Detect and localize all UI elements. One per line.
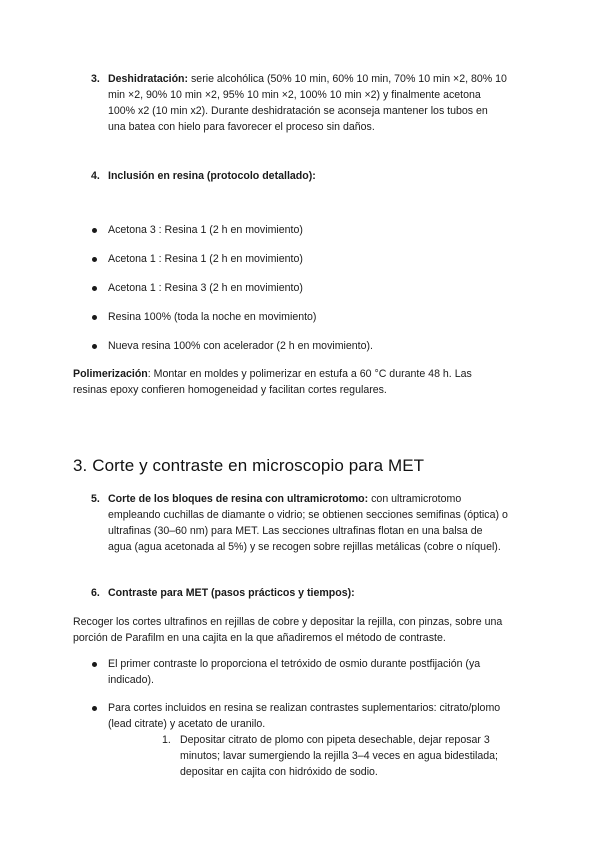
step-label: Corte de los bloques de resina con ultramicrotomo: xyxy=(108,493,369,505)
step-number: 6. xyxy=(91,587,100,599)
step-label: Inclusión en resina (protocolo detallado): xyxy=(108,170,316,182)
step-text-line: empleando cuchillas de diamante o vidrio; se obtienen secciones semifinas (óptica) o xyxy=(108,509,508,521)
bullet-icon xyxy=(92,706,97,711)
bullet-icon xyxy=(92,286,97,291)
bullet-icon xyxy=(92,344,97,349)
step-number: 4. xyxy=(91,170,100,182)
step-number: 3. xyxy=(91,73,100,85)
step-label: Contraste para MET (pasos prácticos y tiempos): xyxy=(108,587,355,599)
paragraph-line: Recoger los cortes ultrafinos en rejillas de cobre y depositar la rejilla, con pinzas, sobre una xyxy=(73,616,503,628)
step-text-line: min ×2, 90% 10 min ×2, 95% 10 min ×2, 100% 10 min ×2) y finalmente acetona xyxy=(108,89,481,101)
step-text-line: agua (agua acetonada al 5%) y se recogen sobre rejillas metálicas (cobre o níquel). xyxy=(108,541,501,553)
list-item-text: (lead citrate) y acetato de uranilo. xyxy=(108,718,266,730)
bullet-icon xyxy=(92,228,97,233)
list-item-text: El primer contraste lo proporciona el tetróxido de osmio durante postfijación (ya xyxy=(108,658,481,670)
list-item-text: Acetona 1 : Resina 3 (2 h en movimiento) xyxy=(108,282,303,294)
list-item-text: Para cortes incluidos en resina se realizan contrastes suplementarios: citrato/plomo xyxy=(108,702,501,714)
substep-number: 1. xyxy=(162,734,171,746)
step-3-text xyxy=(108,71,578,135)
list-item-text: Nueva resina 100% con acelerador (2 h en movimiento). xyxy=(108,340,373,352)
substep-text-line: minutos; lavar sumergiendo la rejilla 3–4 veces en agua bidestilada; xyxy=(180,750,498,762)
step-text-line: 100% x2 (10 min x2). Durante deshidratación se aconseja mantener los tubos en xyxy=(108,105,488,117)
substep-text xyxy=(180,732,580,780)
polymerization-paragraph xyxy=(73,366,583,398)
section-heading: 3. Corte y contraste en microscopio para MET xyxy=(73,456,425,475)
collect-paragraph xyxy=(73,614,593,646)
step-5-text xyxy=(108,491,578,555)
step-text-line: ultrafinas (30–60 nm) para MET. Las secciones ultrafinas flotan en una balsa de xyxy=(108,525,483,537)
list-item-text: Resina 100% (toda la noche en movimiento) xyxy=(108,311,317,323)
step-label: Deshidratación: xyxy=(108,73,189,85)
step-number: 5. xyxy=(91,493,100,505)
paragraph-line: porción de Parafilm en una cajita en la que añadiremos el método de contraste. xyxy=(73,632,446,644)
bullet-icon xyxy=(92,257,97,262)
list-item-text: Acetona 1 : Resina 1 (2 h en movimiento) xyxy=(108,253,303,265)
bullet-icon xyxy=(92,315,97,320)
step-text-line: una batea con hielo para favorecer el proceso sin daños. xyxy=(108,121,375,133)
step-text-line: serie alcohólica (50% 10 min, 60% 10 min, 70% 10 min ×2, 80% 10 xyxy=(188,73,507,85)
list-item-text: indicado). xyxy=(108,674,154,686)
list-item-text: Acetona 3 : Resina 1 (2 h en movimiento) xyxy=(108,224,303,236)
substep-text-line: depositar en cajita con hidróxido de sodio. xyxy=(180,766,378,778)
paragraph-line: : Montar en moldes y polimerizar en estufa a 60 °C durante 48 h. Las xyxy=(147,368,472,380)
polymerization-label: Polimerización xyxy=(73,368,148,380)
substep-text-line: Depositar citrato de plomo con pipeta desechable, dejar reposar 3 xyxy=(180,734,490,746)
paragraph-line: resinas epoxy confieren homogeneidad y facilitan cortes regulares. xyxy=(73,384,387,396)
bullet-icon xyxy=(92,662,97,667)
step-text-line: con ultramicrotomo xyxy=(368,493,462,505)
